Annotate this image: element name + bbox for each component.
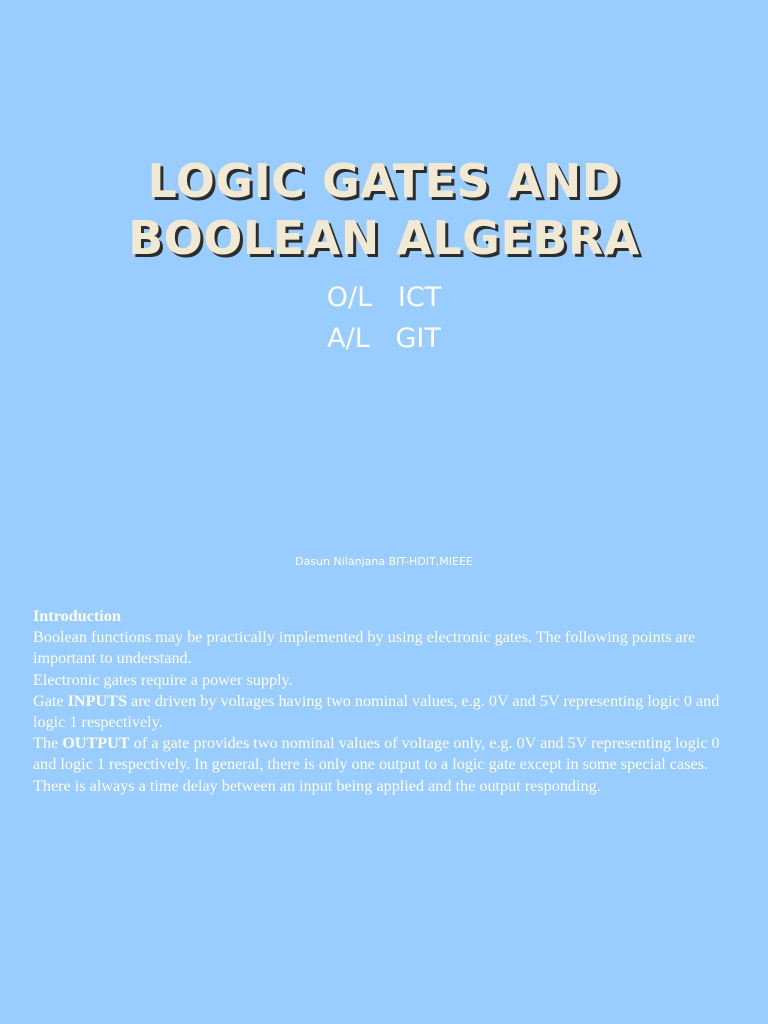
intro-paragraph-1: Boolean functions may be practically implemented by using electronic gates. The following points are important to understand.: [33, 628, 696, 668]
intro-paragraph-5: There is always a time delay between an input being applied and the output responding.: [33, 776, 601, 795]
author-credit: Dasun Nilanjana BIT-HDIT,MIEEE: [295, 555, 473, 568]
subtitle-line-1: O/L ICT: [326, 282, 442, 313]
output-keyword: OUTPUT: [62, 734, 130, 753]
page-title-line-1: LOGIC GATES AND: [147, 154, 621, 208]
intro-paragraph-4: The OUTPUT of a gate provides two nominal values of voltage only, e.g. 0V and 5V representing logic 0 and logic 1 respectively. In general, there is only one output to a logic gate except in some special cases.: [33, 734, 720, 774]
subtitle-line-2: A/L GIT: [327, 323, 441, 354]
introduction-heading: Introduction: [33, 607, 121, 625]
page-title-line-2: BOOLEAN ALGEBRA: [128, 211, 640, 265]
intro-paragraph-2: Electronic gates require a power supply.: [33, 670, 293, 689]
intro-paragraph-3: Gate INPUTS are driven by voltages having two nominal values, e.g. 0V and 5V representing logic 0 and logic 1 respectively.: [33, 691, 720, 732]
introduction-section: [33, 606, 733, 797]
inputs-keyword: INPUTS: [67, 691, 127, 710]
